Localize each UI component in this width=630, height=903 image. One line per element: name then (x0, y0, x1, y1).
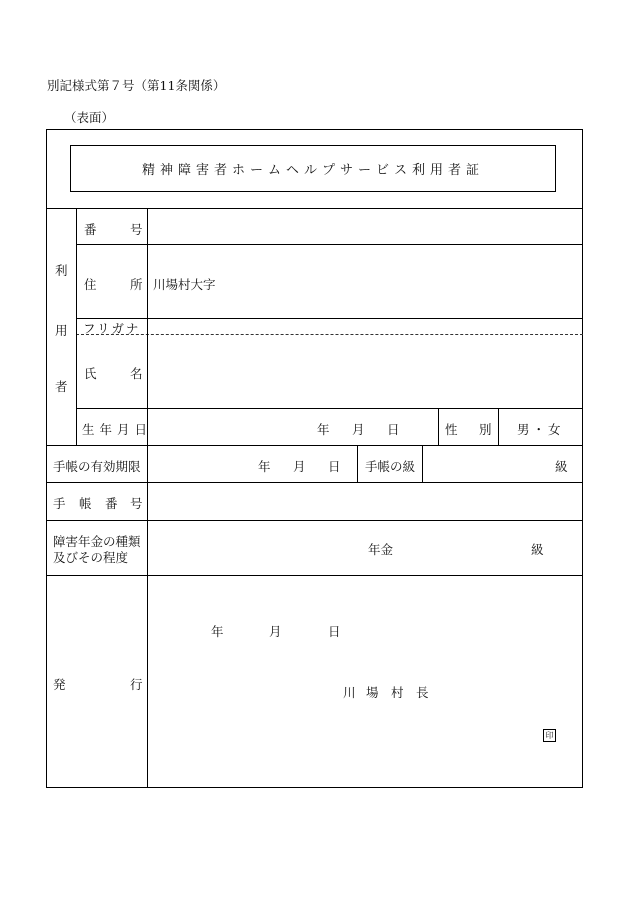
birth-day-unit: 日 (387, 422, 400, 437)
front-side-label: （表面） (64, 110, 115, 125)
issue-label-a: 発 (53, 677, 66, 692)
divider-sex-value (498, 408, 499, 445)
issue-day-unit: 日 (328, 624, 341, 639)
pension-unit: 年金 (368, 542, 394, 557)
birth-date-label: 生年月日 (82, 422, 153, 437)
furigana-label: フリガナ (83, 321, 141, 336)
form-number: 別記様式第７号（第11条関係） (47, 78, 226, 93)
number-label-b: 号 (130, 222, 143, 237)
divider-grade (357, 445, 358, 482)
user-group-char-3: 者 (55, 379, 68, 394)
sex-label-a: 性 (445, 422, 458, 437)
grade-unit: 級 (555, 459, 568, 474)
expiry-month-unit: 月 (293, 459, 306, 474)
sex-options: 男・女 (517, 422, 564, 437)
rule-expiry (47, 482, 583, 483)
sex-label-b: 別 (479, 422, 492, 437)
issuer-char-4: 長 (416, 685, 429, 700)
issuer-char-3: 村 (391, 685, 404, 700)
name-label-a: 氏 (84, 366, 97, 381)
user-group-char-2: 用 (55, 323, 68, 338)
seal-mark: 印 (543, 729, 556, 742)
rule-notebook (47, 520, 583, 521)
name-label-b: 名 (130, 366, 143, 381)
rule-top-section (47, 208, 583, 209)
notebook-number-label-d: 号 (130, 496, 143, 511)
issue-label-b: 行 (130, 677, 143, 692)
birth-year-unit: 年 (317, 422, 330, 437)
divider-grade-value (422, 445, 423, 482)
expiry-year-unit: 年 (258, 459, 271, 474)
expiry-label: 手帳の有効期限 (53, 459, 141, 474)
pension-label-line2: 及びその程度 (53, 550, 129, 565)
number-label-a: 番 (84, 222, 97, 237)
rule-pension (47, 575, 583, 576)
address-value: 川場村大字 (153, 277, 216, 292)
user-group-char-1: 利 (55, 263, 68, 278)
address-label-a: 住 (84, 277, 97, 292)
certificate-title: 精神障害者ホームヘルプサービス利用者証 (70, 145, 556, 192)
rule-name (76, 408, 583, 409)
user-certificate-form (46, 129, 583, 788)
divider-label-column (147, 208, 148, 787)
issuer-char-2: 場 (366, 685, 379, 700)
rule-address (76, 318, 583, 319)
notebook-number-label-b: 帳 (79, 496, 92, 511)
notebook-number-label-c: 番 (105, 496, 118, 511)
grade-label: 手帳の級 (365, 459, 416, 474)
notebook-number-label-a: 手 (53, 496, 66, 511)
divider-user-group (76, 208, 77, 445)
issue-month-unit: 月 (269, 624, 282, 639)
expiry-day-unit: 日 (328, 459, 341, 474)
issuer-char-1: 川 (343, 685, 356, 700)
birth-month-unit: 月 (352, 422, 365, 437)
address-label-b: 所 (130, 277, 143, 292)
pension-grade-unit: 級 (531, 542, 544, 557)
rule-number (76, 244, 583, 245)
divider-sex (438, 408, 439, 445)
issue-year-unit: 年 (211, 624, 224, 639)
rule-furigana-dashed (76, 334, 583, 335)
pension-label-line1: 障害年金の種類 (53, 534, 141, 549)
rule-birth (47, 445, 583, 446)
